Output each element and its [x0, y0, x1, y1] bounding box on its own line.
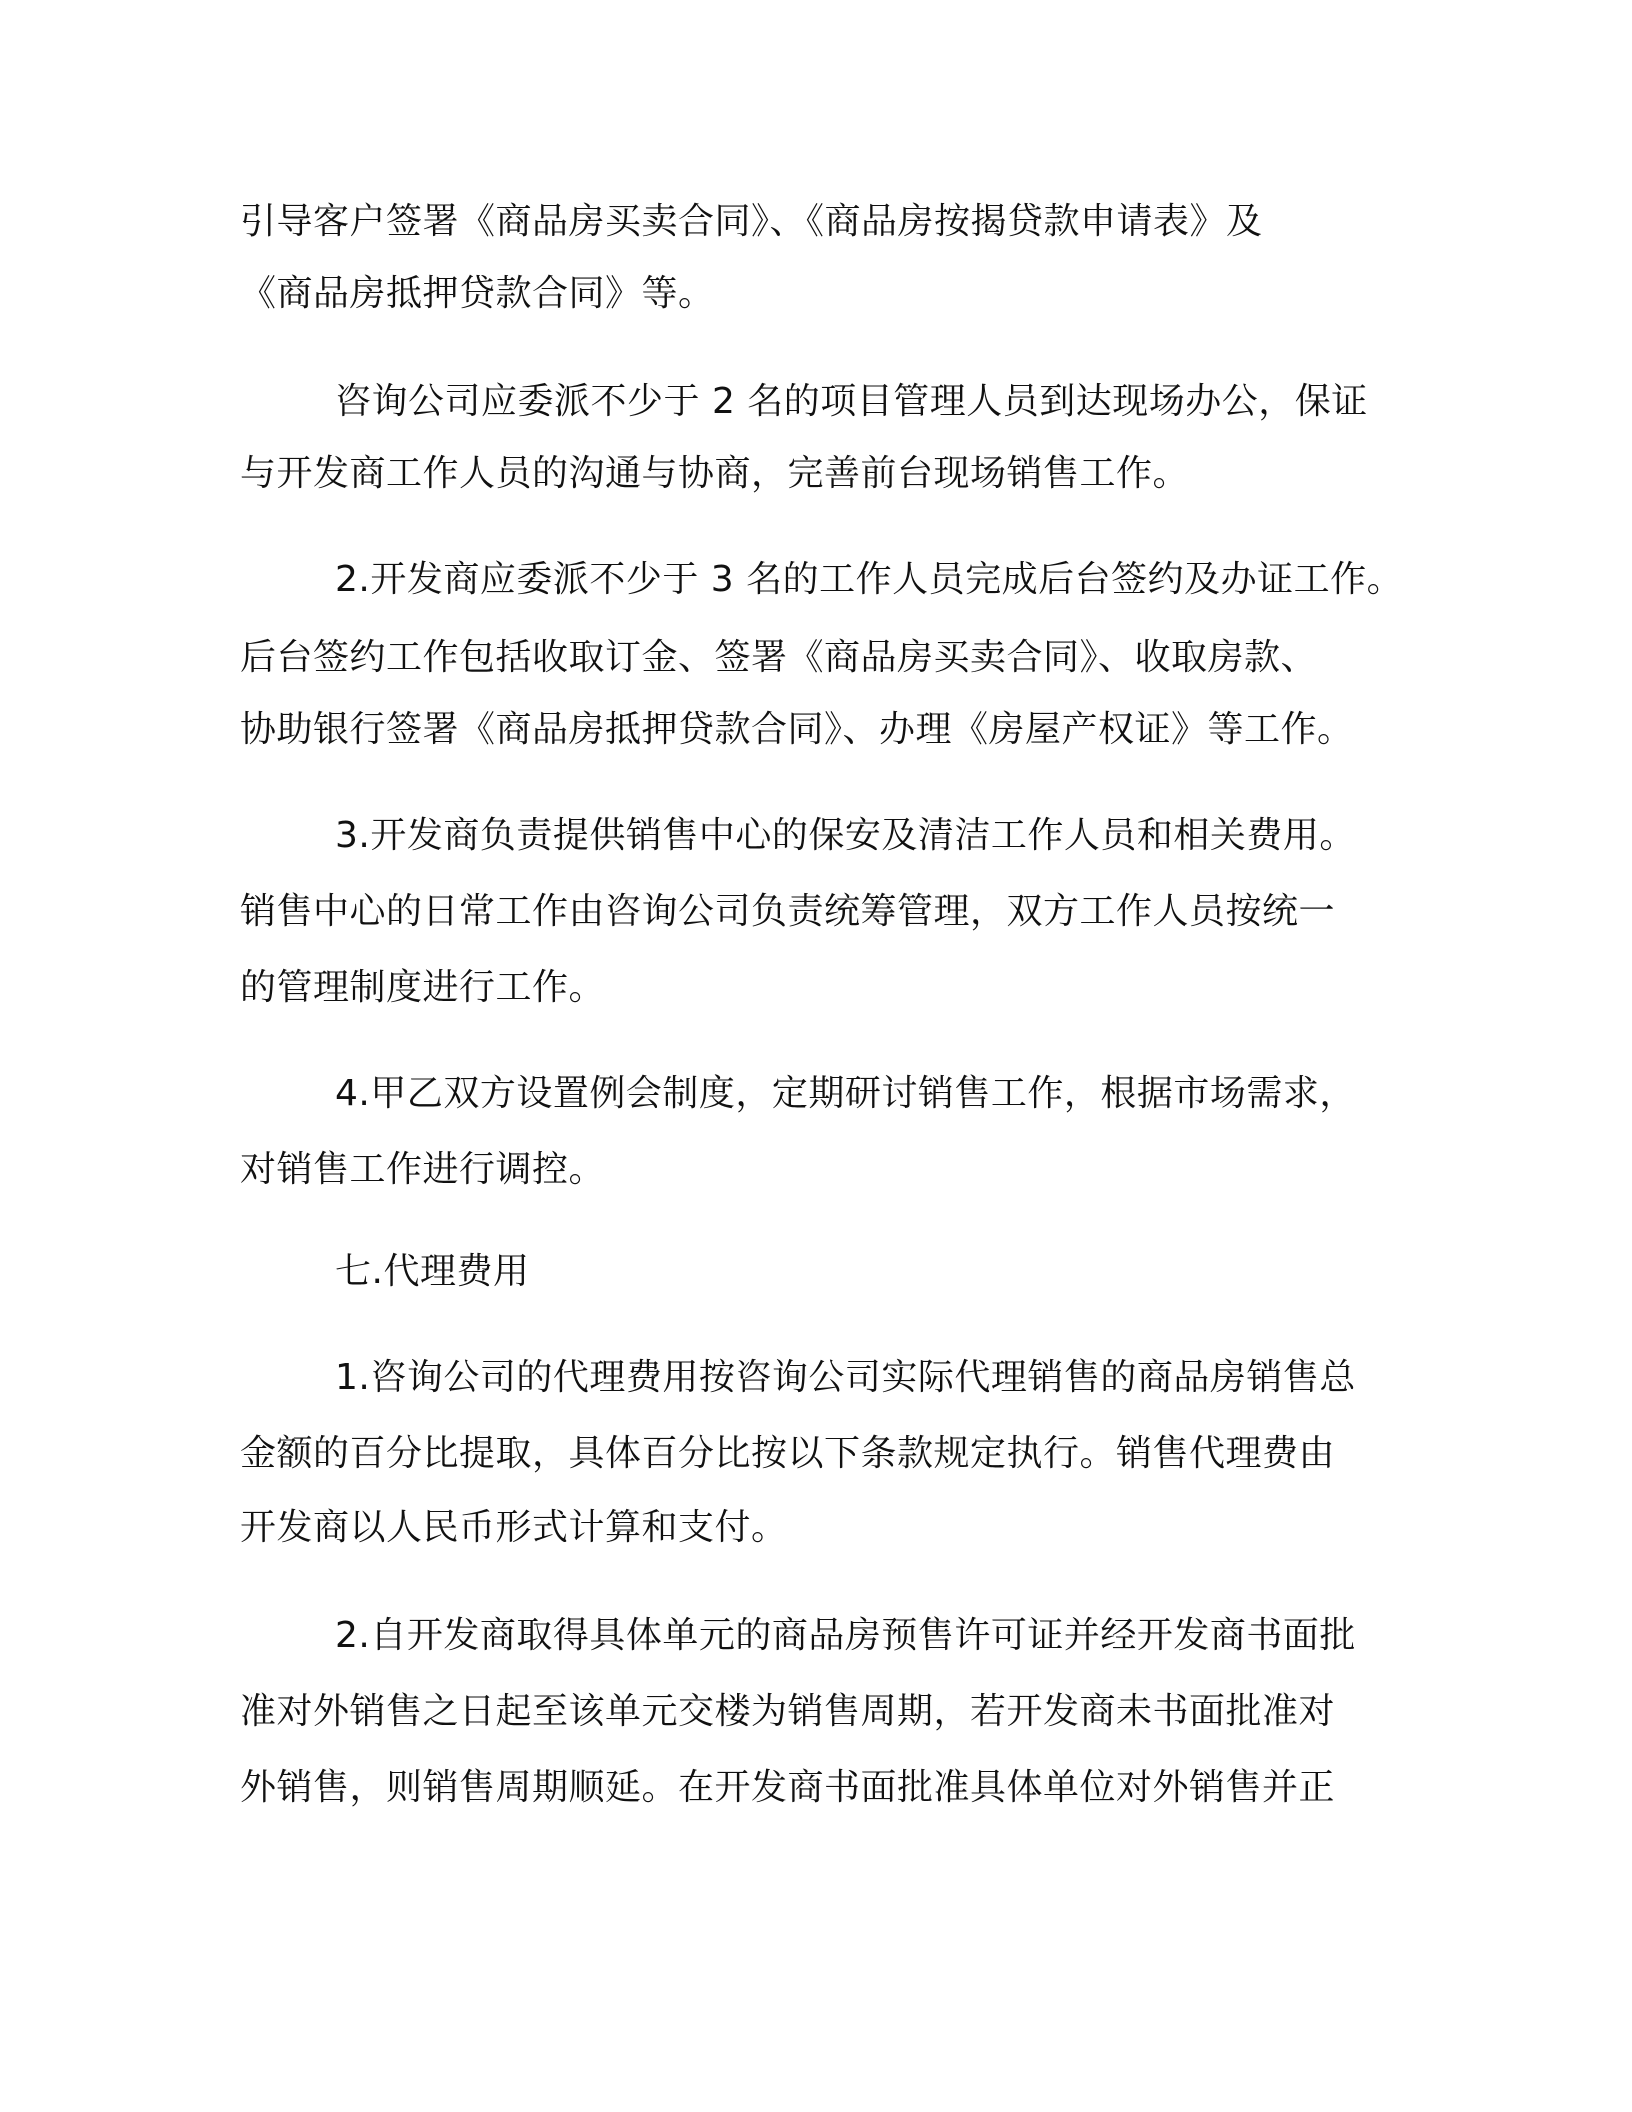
text-line: 《商品房抵押贷款合同》等。 — [240, 273, 715, 314]
text-line: 准对外销售之日起至该单元交楼为销售周期，若开发商未书面批准对 — [240, 1691, 1336, 1732]
paragraph-first-line: 咨询公司应委派不少于 2 名的项目管理人员到达现场办公，保证 — [335, 381, 1368, 422]
section-heading: 七.代理费用 — [335, 1251, 530, 1292]
text-line: 开发商以人民币形式计算和支付。 — [240, 1507, 788, 1548]
text-line: 后台签约工作包括收取订金、签署《商品房买卖合同》、收取房款、 — [240, 637, 1318, 678]
paragraph-first-line: 2.开发商应委派不少于 3 名的工作人员完成后台签约及办证工作。 — [335, 559, 1404, 600]
text-line: 引导客户签署《商品房买卖合同》、《商品房按揭贷款申请表》及 — [240, 201, 1263, 242]
paragraph-first-line: 1.咨询公司的代理费用按咨询公司实际代理销售的商品房销售总 — [335, 1357, 1356, 1398]
text-line: 金额的百分比提取，具体百分比按以下条款规定执行。销售代理费由 — [240, 1433, 1336, 1474]
paragraph-first-line: 4.甲乙双方设置例会制度，定期研讨销售工作，根据市场需求， — [335, 1073, 1356, 1114]
text-line: 的管理制度进行工作。 — [240, 967, 606, 1008]
text-line: 对销售工作进行调控。 — [240, 1149, 606, 1190]
text-line: 协助银行签署《商品房抵押贷款合同》、办理《房屋产权证》等工作。 — [240, 709, 1354, 750]
text-line: 销售中心的日常工作由咨询公司负责统筹管理，双方工作人员按统一 — [240, 891, 1336, 932]
paragraph-first-line: 3.开发商负责提供销售中心的保安及清洁工作人员和相关费用。 — [335, 815, 1356, 856]
text-line: 与开发商工作人员的沟通与协商，完善前台现场销售工作。 — [240, 453, 1190, 494]
paragraph-first-line: 2.自开发商取得具体单元的商品房预售许可证并经开发商书面批 — [335, 1615, 1356, 1656]
text-line: 外销售，则销售周期顺延。在开发商书面批准具体单位对外销售并正 — [240, 1767, 1336, 1808]
